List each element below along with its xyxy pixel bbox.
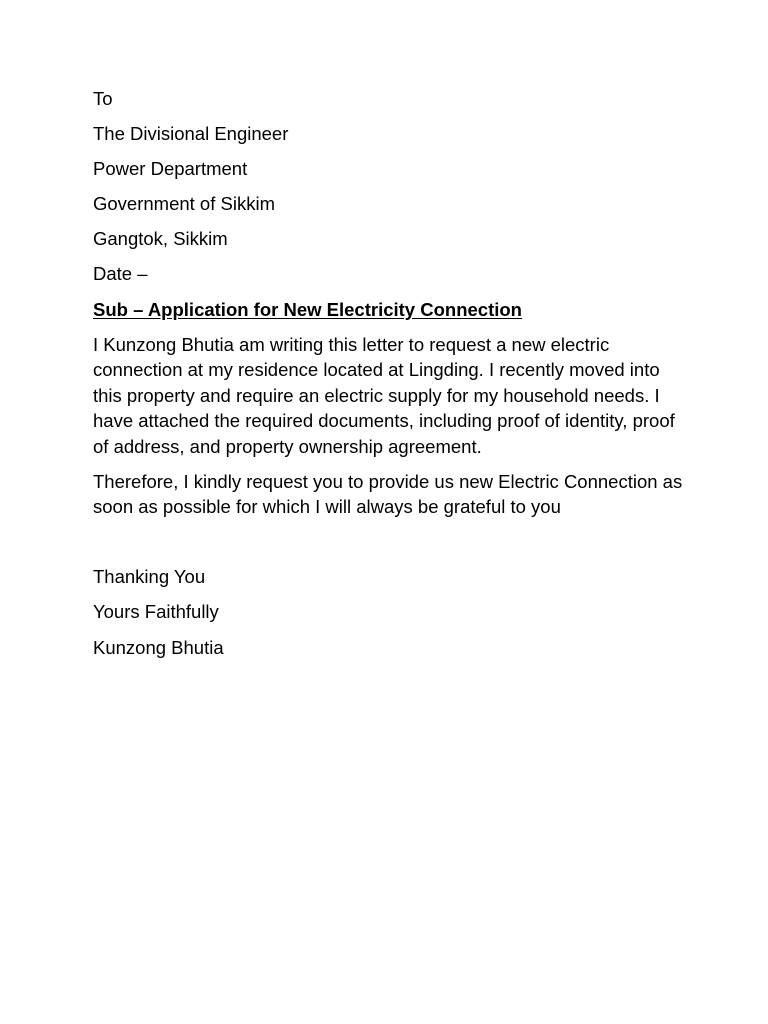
date-label: Date – bbox=[93, 263, 148, 285]
signatory-name: Kunzong Bhutia bbox=[93, 636, 224, 658]
spacer bbox=[93, 529, 683, 564]
recipient-title: The Divisional Engineer bbox=[93, 123, 289, 145]
salutation: To bbox=[93, 88, 113, 109]
body-paragraph: I Kunzong Bhutia am writing this letter to request a new electric connection at my residence located at Lingding. I recently moved into this property and require an electric supply for my household needs. I have attached the required documents, including proof of identity, proof of address, and property ownership agreement. bbox=[93, 333, 675, 457]
closing-sign-off: Yours Faithfully bbox=[93, 601, 219, 623]
subject-line: Sub – Application for New Electricity Connection bbox=[93, 298, 522, 320]
closing-thanks: Thanking You bbox=[93, 566, 206, 588]
recipient-government: Government of Sikkim bbox=[93, 193, 275, 215]
letter-body bbox=[93, 86, 683, 670]
body-paragraph: Therefore, I kindly request you to provide us new Electric Connection as soon as possible for which I will always be grateful to you bbox=[93, 470, 683, 518]
recipient-department: Power Department bbox=[93, 158, 248, 180]
recipient-location: Gangtok, Sikkim bbox=[93, 228, 228, 250]
